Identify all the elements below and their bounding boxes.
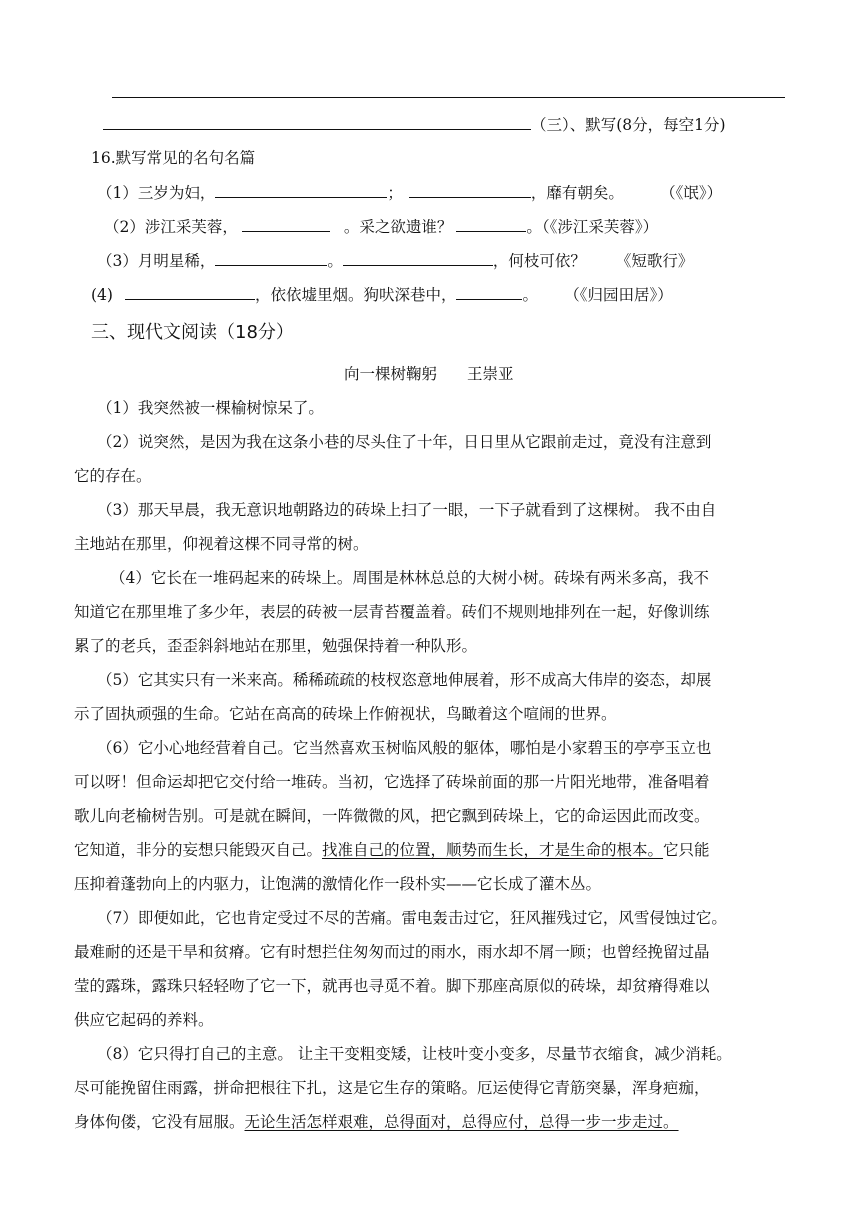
q16-1-source: （《氓》） [667, 184, 723, 202]
q16-title: 16.默写常见的名句名篇 [91, 149, 256, 167]
answer-line-1 [112, 97, 785, 98]
fill-blank [215, 182, 387, 198]
q16-4-text-b: ，依依墟里烟。狗吠深巷中， [254, 286, 457, 304]
fill-blank [456, 284, 522, 300]
underlined-sentence: 找准自己的位置，顺势而生长，才是生命的根本。 [322, 841, 664, 859]
para-8-text: 身体佝偻，它没有屈服。 [74, 1113, 245, 1131]
article-title-line [344, 364, 514, 384]
q16-2-text-c: 。（《涉江采芙蓉》） [526, 218, 659, 236]
fill-blank [409, 182, 531, 198]
answer-line-row-2 [103, 114, 726, 135]
para-8-line-2: 尽可能挽留住雨露，拼命把根往下扎，这是它生存的策略。厄运使得它青筋突暴，浑身疤痂， [74, 1079, 710, 1097]
para-1: （1）我突然被一棵榆树惊呆了。 [97, 399, 324, 417]
fill-blank [215, 250, 327, 266]
article-author: 王崇亚 [467, 365, 514, 383]
para-6-text-post: 它只能 [663, 841, 710, 859]
q16-3-text-c: ，何枝可依？ [492, 252, 586, 270]
para-4-line-1: （4）它长在一堆码起来的砖垛上。周围是林林总总的大树小树。砖垛有两米多高，我不 [110, 569, 709, 587]
para-5-line-2: 示了固执顽强的生命。它站在高高的砖垛上作俯视状，鸟瞰着这个喧闹的世界。 [74, 705, 617, 723]
para-2-line-1: （2）说突然，是因为我在这条小巷的尽头住了十年，日日里从它跟前走过，竟没有注意到 [97, 433, 712, 451]
para-6-line-4 [74, 840, 710, 860]
q16-4-text-c: 。 [522, 286, 538, 304]
para-3-line-1: （3）那天早晨，我无意识地朝路边的砖垛上扫了一眼，一下子就看到了这棵树。 我不由自 [97, 501, 717, 519]
section-heading: 三、现代文阅读（18分） [91, 322, 294, 343]
q16-2-text-b: 。采之欲遗谁？ [343, 218, 453, 236]
q16-4-source: （《归园田居》） [572, 286, 673, 304]
fill-blank [242, 216, 330, 232]
q16-1-text-a: （1）三岁为妇， [97, 184, 216, 202]
para-4-line-2: 知道它在那里堆了多少年，表层的砖被一层青苔覆盖着。砖们不规则地排列在一起，好像训练 [74, 603, 710, 621]
q16-1-text-b: ； [387, 184, 403, 202]
para-8-line-3 [74, 1112, 679, 1132]
para-7-line-4: 供应它起码的养料。 [74, 1011, 214, 1029]
fill-blank [456, 216, 526, 232]
q16-1-text-c: ，靡有朝矣。 [530, 184, 624, 202]
q16-line-3 [97, 250, 693, 271]
para-7-line-2: 最难耐的还是干旱和贫瘠。它有时想拦住匆匆而过的雨水，雨水却不屑一顾；也曾经挽留过晶 [74, 943, 710, 961]
q16-line-1 [97, 182, 722, 203]
section-label: （三）、默写(8分，每空1分) [531, 116, 726, 134]
para-4-line-3: 累了的老兵，歪歪斜斜地站在那里，勉强保持着一种队形。 [74, 637, 478, 655]
article-title: 向一棵树鞠躬 [344, 365, 438, 383]
q16-line-2 [104, 216, 658, 237]
q16-3-source: 《短歌行》 [615, 252, 694, 270]
para-6-text: 它知道，非分的妄想只能毁灭自己。 [74, 841, 323, 859]
para-6-line-2: 可以呀！但命运却把它交付给一堆砖。当初，它选择了砖垛前面的那一片阳光地带，准备唱着 [74, 773, 710, 791]
para-3-line-2: 主地站在那里，仰视着这棵不同寻常的树。 [74, 535, 369, 553]
fill-blank [343, 250, 493, 266]
para-7-line-3: 莹的露珠，露珠只轻轻吻了它一下，就再也寻觅不着。脚下那座高原似的砖垛，却贫瘠得难以 [74, 977, 710, 995]
q16-3-text-a: （3）月明星稀， [97, 252, 216, 270]
q16-3-text-b: 。 [327, 252, 343, 270]
para-5-line-1: （5）它其实只有一米来高。稀稀疏疏的枝杈恣意地伸展着，形不成高大伟岸的姿态，却展 [97, 671, 712, 689]
para-8-line-1: （8）它只得打自己的主意。 让主干变粗变矮，让枝叶变小变多，尽量节衣缩食，减少消耗。 [97, 1045, 732, 1063]
q16-2-text-a: （2）涉江采芙蓉， [104, 218, 238, 236]
q16-4-text-a: (4) [91, 286, 113, 304]
q16-line-4 [91, 284, 673, 305]
para-7-line-1: （7）即便如此，它也肯定受过不尽的苦痛。雷电轰击过它，狂风摧残过它，风雪侵蚀过它。 [97, 909, 727, 927]
para-6-line-3: 歌儿向老榆树告别。可是就在瞬间，一阵微微的风，把它飘到砖垛上，它的命运因此而改变。 [74, 807, 710, 825]
para-6-line-5: 压抑着蓬勃向上的内驱力，让饱满的激情化作一段朴实——它长成了灌木丛。 [74, 875, 602, 893]
underlined-sentence: 无论生活怎样艰难，总得面对，总得应付，总得一步一步走过。 [244, 1113, 679, 1131]
answer-blank [103, 114, 531, 130]
para-6-line-1: （6）它小心地经营着自己。它当然喜欢玉树临风般的躯体，哪怕是小家碧玉的亭亭玉立也 [97, 739, 712, 757]
fill-blank [125, 284, 255, 300]
para-2-line-2: 它的存在。 [74, 467, 152, 485]
